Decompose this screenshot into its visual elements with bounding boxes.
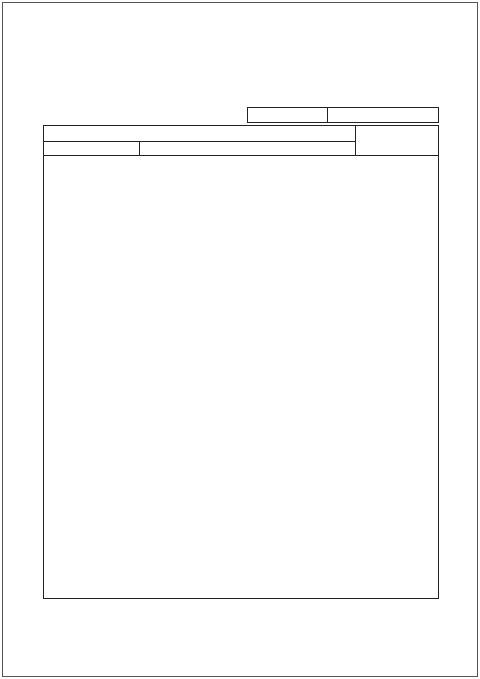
header-item <box>44 142 140 156</box>
question-date-box <box>247 107 439 123</box>
header-content <box>140 142 356 156</box>
question-table <box>43 125 439 599</box>
document-page <box>2 2 478 677</box>
table-header <box>44 126 439 156</box>
header-responder <box>356 126 439 156</box>
header-speech-summary <box>44 126 356 142</box>
question-date-label <box>248 108 328 122</box>
question-date-value <box>328 108 438 122</box>
